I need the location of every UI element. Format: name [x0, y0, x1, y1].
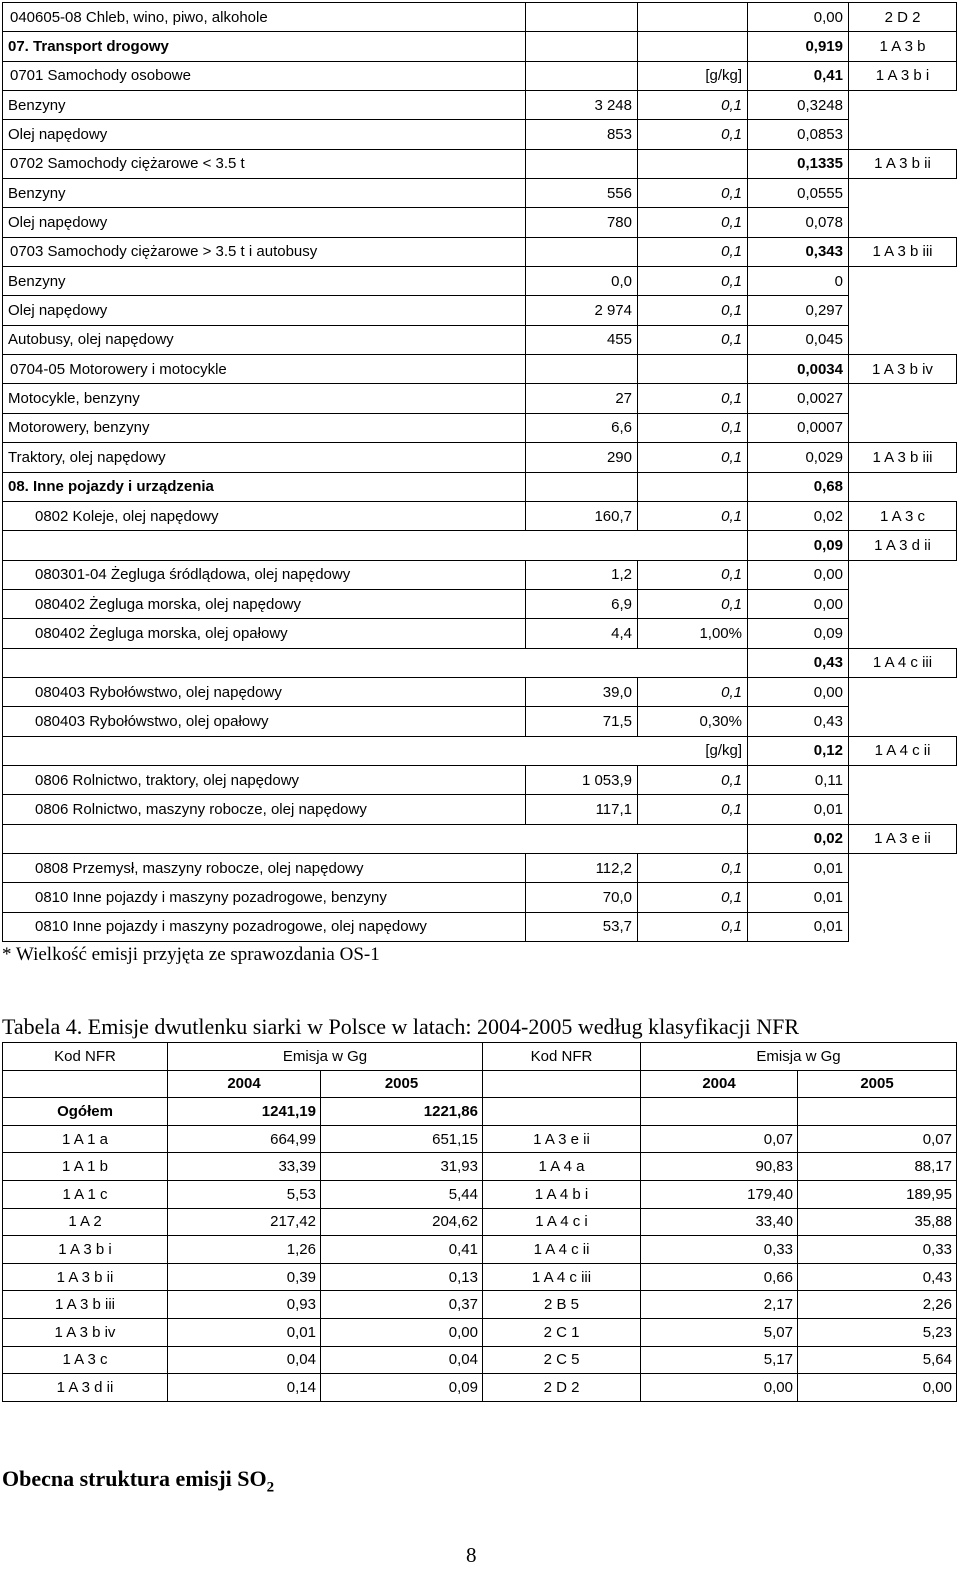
cell-value: 0,00: [748, 589, 849, 618]
cell-d: 0,43: [798, 1263, 957, 1291]
cell-name: Autobusy, olej napędowy: [3, 325, 526, 354]
cell-c: 90,83: [641, 1153, 798, 1181]
so2-emission-table: [2, 1042, 957, 1402]
year-2004-2: 2004: [641, 1070, 798, 1098]
cell-d: 5,64: [798, 1346, 957, 1374]
cell-value: 0,1335: [748, 149, 849, 178]
cell-factor: 0,1: [638, 795, 748, 824]
cell-name: 0806 Rolnictwo, traktory, olej napędowy: [3, 765, 526, 794]
emission-source-table: [2, 2, 957, 942]
cell-code: [849, 296, 957, 325]
table-row: [3, 707, 957, 736]
cell-c1: 1 A 1 c: [3, 1180, 168, 1208]
section-heading: [2, 1466, 274, 1496]
cell-qty: [526, 149, 638, 178]
cell-c: 0,33: [641, 1236, 798, 1264]
cell-qty: [526, 531, 638, 560]
table-row: [3, 413, 957, 442]
cell-factor: 0,1: [638, 443, 748, 472]
cell-qty: 6,6: [526, 413, 638, 442]
table-row: [3, 472, 957, 501]
cell-qty: 70,0: [526, 883, 638, 912]
cell-value: 0,01: [748, 912, 849, 941]
cell-qty: 27: [526, 384, 638, 413]
cell-qty: [526, 355, 638, 384]
cell-name: 07. Transport drogowy: [3, 32, 526, 61]
cell-code: 1 A 4 c ii: [849, 736, 957, 765]
cell-value: 0,029: [748, 443, 849, 472]
cell-c: 0,66: [641, 1263, 798, 1291]
cell-code: [849, 883, 957, 912]
cell-b: 204,62: [321, 1208, 483, 1236]
cell-name: 080403 Rybołówstwo, olej opałowy: [3, 707, 526, 736]
cell-d: 0,33: [798, 1236, 957, 1264]
cell-factor: 0,1: [638, 179, 748, 208]
cell-name: [3, 824, 526, 853]
table-caption: Tabela 4. Emisje dwutlenku siarki w Polsce w latach: 2004-2005 według klasyfikacji NFR: [2, 1014, 800, 1039]
table-row: [3, 619, 957, 648]
cell-value: 0,09: [748, 531, 849, 560]
cell-qty: [526, 32, 638, 61]
cell-qty: 1 053,9: [526, 765, 638, 794]
cell-name: 0808 Przemysł, maszyny robocze, olej napędowy: [3, 853, 526, 882]
table-row: [3, 1346, 957, 1374]
table-row: [3, 765, 957, 794]
cell-code: [849, 560, 957, 589]
cell-c: 0,00: [641, 1374, 798, 1402]
year-2005-2: 2005: [798, 1070, 957, 1098]
cell-qty: [526, 736, 638, 765]
cell-c2: 1 A 3 e ii: [483, 1125, 641, 1153]
empty-cell: [483, 1098, 641, 1126]
cell-value: 0,09: [748, 619, 849, 648]
cell-value: 0,41: [748, 61, 849, 90]
header-emisja-2: Emisja w Gg: [641, 1043, 957, 1071]
cell-factor: [638, 472, 748, 501]
cell-qty: [526, 472, 638, 501]
cell-c1: 1 A 3 d ii: [3, 1374, 168, 1402]
cell-code: [849, 179, 957, 208]
cell-name: Benzyny: [3, 179, 526, 208]
cell-code: 1 A 3 b i: [849, 61, 957, 90]
cell-code: [849, 472, 957, 501]
cell-name: 0702 Samochody ciężarowe < 3.5 t: [3, 149, 526, 178]
cell-factor: 1,00%: [638, 619, 748, 648]
cell-b: 0,00: [321, 1318, 483, 1346]
cell-value: 0,0555: [748, 179, 849, 208]
cell-code: 1 A 3 b: [849, 32, 957, 61]
cell-factor: [638, 3, 748, 32]
cell-value: 0,343: [748, 237, 849, 266]
cell-qty: 853: [526, 120, 638, 149]
cell-c: 179,40: [641, 1180, 798, 1208]
cell-c1: 1 A 3 b iv: [3, 1318, 168, 1346]
table-row: [3, 120, 957, 149]
cell-b: 0,09: [321, 1374, 483, 1402]
cell-a: 664,99: [168, 1125, 321, 1153]
cell-factor: 0,1: [638, 883, 748, 912]
cell-value: 0,0034: [748, 355, 849, 384]
cell-qty: 53,7: [526, 912, 638, 941]
table-row: [3, 3, 957, 32]
cell-c1: 1 A 3 b i: [3, 1236, 168, 1264]
cell-d: 35,88: [798, 1208, 957, 1236]
cell-c1: 1 A 3 b ii: [3, 1263, 168, 1291]
table-row: [3, 1153, 957, 1181]
footnote: * Wielkość emisji przyjęta ze sprawozdania OS-1: [2, 944, 380, 965]
cell-a: 0,01: [168, 1318, 321, 1346]
cell-name: 0810 Inne pojazdy i maszyny pozadrogowe, benzyny: [3, 883, 526, 912]
cell-factor: 0,1: [638, 91, 748, 120]
cell-d: 2,26: [798, 1291, 957, 1319]
cell-factor: 0,1: [638, 677, 748, 706]
cell-code: 1 A 4 c iii: [849, 648, 957, 677]
cell-qty: [526, 3, 638, 32]
cell-c1: 1 A 1 a: [3, 1125, 168, 1153]
empty-cell: [3, 1070, 168, 1098]
total-label: Ogółem: [3, 1098, 168, 1126]
cell-value: 0,01: [748, 853, 849, 882]
table-row: [3, 61, 957, 90]
cell-value: 0,3248: [748, 91, 849, 120]
header-emisja: Emisja w Gg: [168, 1043, 483, 1071]
cell-qty: 39,0: [526, 677, 638, 706]
cell-factor: [638, 824, 748, 853]
cell-code: 1 A 3 d ii: [849, 531, 957, 560]
cell-value: 0,00: [748, 677, 849, 706]
cell-qty: 6,9: [526, 589, 638, 618]
table-row: [3, 443, 957, 472]
cell-name: 0810 Inne pojazdy i maszyny pozadrogowe, olej napędowy: [3, 912, 526, 941]
cell-qty: [526, 648, 638, 677]
empty-cell: [641, 1098, 798, 1126]
cell-name: 040605-08 Chleb, wino, piwo, alkohole: [3, 3, 526, 32]
cell-a: 0,39: [168, 1263, 321, 1291]
cell-qty: 117,1: [526, 795, 638, 824]
cell-factor: 0,1: [638, 325, 748, 354]
cell-a: 1,26: [168, 1236, 321, 1264]
cell-value: 0,0007: [748, 413, 849, 442]
cell-value: 0,43: [748, 648, 849, 677]
cell-factor: [638, 355, 748, 384]
table-row: [3, 1374, 957, 1402]
cell-name: [3, 736, 526, 765]
cell-qty: 780: [526, 208, 638, 237]
cell-factor: [638, 149, 748, 178]
table-row: [3, 325, 957, 354]
total-2004: 1241,19: [168, 1098, 321, 1126]
cell-d: 189,95: [798, 1180, 957, 1208]
cell-factor: 0,1: [638, 501, 748, 530]
cell-name: [3, 648, 526, 677]
cell-d: 0,00: [798, 1374, 957, 1402]
cell-code: 1 A 3 b iii: [849, 237, 957, 266]
header-kod-nfr-2: Kod NFR: [483, 1043, 641, 1071]
cell-qty: 71,5: [526, 707, 638, 736]
heading-text: Obecna struktura emisji SO: [2, 1466, 267, 1491]
table-row: [3, 91, 957, 120]
cell-name: 0802 Koleje, olej napędowy: [3, 501, 526, 530]
cell-factor: 0,1: [638, 589, 748, 618]
cell-name: Benzyny: [3, 91, 526, 120]
cell-name: Motorowery, benzyny: [3, 413, 526, 442]
table-row: [3, 296, 957, 325]
cell-code: [849, 589, 957, 618]
header-row: [3, 1043, 957, 1071]
table-row: [3, 501, 957, 530]
cell-c: 2,17: [641, 1291, 798, 1319]
cell-c2: 2 B 5: [483, 1291, 641, 1319]
table-row: [3, 1318, 957, 1346]
cell-value: 0,12: [748, 736, 849, 765]
cell-a: 217,42: [168, 1208, 321, 1236]
cell-code: [849, 91, 957, 120]
table-row: [3, 237, 957, 266]
table-row: [3, 883, 957, 912]
cell-factor: 0,1: [638, 912, 748, 941]
cell-name: 0806 Rolnictwo, maszyny robocze, olej napędowy: [3, 795, 526, 824]
table-row: [3, 1180, 957, 1208]
cell-value: 0,02: [748, 501, 849, 530]
cell-name: Olej napędowy: [3, 120, 526, 149]
cell-value: 0,0853: [748, 120, 849, 149]
cell-value: 0,078: [748, 208, 849, 237]
cell-code: 1 A 3 b ii: [849, 149, 957, 178]
cell-code: [849, 619, 957, 648]
cell-code: [849, 267, 957, 296]
table-row: [3, 824, 957, 853]
cell-value: 0,11: [748, 765, 849, 794]
cell-value: 0,43: [748, 707, 849, 736]
cell-c2: 1 A 4 b i: [483, 1180, 641, 1208]
cell-qty: 4,4: [526, 619, 638, 648]
table-row: [3, 677, 957, 706]
cell-name: 08. Inne pojazdy i urządzenia: [3, 472, 526, 501]
cell-c2: 1 A 4 c iii: [483, 1263, 641, 1291]
cell-factor: 0,1: [638, 237, 748, 266]
total-row: [3, 1098, 957, 1126]
cell-name: Benzyny: [3, 267, 526, 296]
cell-value: 0,02: [748, 824, 849, 853]
cell-code: [849, 413, 957, 442]
cell-d: 0,07: [798, 1125, 957, 1153]
cell-c1: 1 A 3 c: [3, 1346, 168, 1374]
cell-value: 0,00: [748, 3, 849, 32]
header-kod-nfr: Kod NFR: [3, 1043, 168, 1071]
year-2005: 2005: [321, 1070, 483, 1098]
table-row: [3, 648, 957, 677]
cell-code: [849, 912, 957, 941]
table-row: [3, 1291, 957, 1319]
cell-a: 0,04: [168, 1346, 321, 1374]
cell-value: 0,01: [748, 883, 849, 912]
cell-value: 0,00: [748, 560, 849, 589]
cell-qty: [526, 237, 638, 266]
cell-factor: 0,1: [638, 267, 748, 296]
cell-name: Traktory, olej napędowy: [3, 443, 526, 472]
cell-b: 31,93: [321, 1153, 483, 1181]
cell-name: 080301-04 Żegluga śródlądowa, olej napędowy: [3, 560, 526, 589]
cell-value: 0,297: [748, 296, 849, 325]
cell-qty: 290: [526, 443, 638, 472]
cell-code: [849, 384, 957, 413]
cell-value: 0: [748, 267, 849, 296]
table-row: [3, 1236, 957, 1264]
cell-name: Motocykle, benzyny: [3, 384, 526, 413]
cell-code: 1 A 3 b iii: [849, 443, 957, 472]
cell-value: 0,045: [748, 325, 849, 354]
page-number: 8: [466, 1543, 477, 1567]
cell-qty: 1,2: [526, 560, 638, 589]
cell-d: 5,23: [798, 1318, 957, 1346]
cell-b: 0,37: [321, 1291, 483, 1319]
cell-code: [849, 765, 957, 794]
table-row: [3, 149, 957, 178]
table-row: [3, 1263, 957, 1291]
cell-c2: 2 C 5: [483, 1346, 641, 1374]
cell-code: [849, 677, 957, 706]
cell-factor: 0,1: [638, 208, 748, 237]
cell-code: [849, 120, 957, 149]
cell-name: 0703 Samochody ciężarowe > 3.5 t i autobusy: [3, 237, 526, 266]
cell-factor: 0,1: [638, 384, 748, 413]
table-row: [3, 531, 957, 560]
cell-code: [849, 853, 957, 882]
total-2005: 1221,86: [321, 1098, 483, 1126]
table-row: [3, 795, 957, 824]
cell-name: 080402 Żegluga morska, olej opałowy: [3, 619, 526, 648]
cell-code: 1 A 3 e ii: [849, 824, 957, 853]
cell-value: 0,919: [748, 32, 849, 61]
cell-code: [849, 707, 957, 736]
table-row: [3, 560, 957, 589]
cell-name: 0701 Samochody osobowe: [3, 61, 526, 90]
cell-factor: 0,1: [638, 853, 748, 882]
cell-value: 0,01: [748, 795, 849, 824]
cell-name: [3, 531, 526, 560]
cell-name: 080403 Rybołówstwo, olej napędowy: [3, 677, 526, 706]
table-row: [3, 267, 957, 296]
cell-a: 33,39: [168, 1153, 321, 1181]
cell-b: 0,41: [321, 1236, 483, 1264]
cell-qty: 112,2: [526, 853, 638, 882]
cell-factor: [638, 531, 748, 560]
cell-name: Olej napędowy: [3, 296, 526, 325]
cell-value: 0,0027: [748, 384, 849, 413]
cell-factor: 0,1: [638, 765, 748, 794]
cell-qty: 556: [526, 179, 638, 208]
cell-a: 0,14: [168, 1374, 321, 1402]
cell-c: 5,17: [641, 1346, 798, 1374]
cell-value: 0,68: [748, 472, 849, 501]
table-row: [3, 1208, 957, 1236]
cell-factor: 0,1: [638, 120, 748, 149]
table-row: [3, 736, 957, 765]
cell-factor: [638, 32, 748, 61]
cell-code: [849, 325, 957, 354]
cell-code: 1 A 3 b iv: [849, 355, 957, 384]
cell-name: 0704-05 Motorowery i motocykle: [3, 355, 526, 384]
cell-c: 5,07: [641, 1318, 798, 1346]
table-row: [3, 912, 957, 941]
cell-factor: 0,1: [638, 560, 748, 589]
cell-b: 651,15: [321, 1125, 483, 1153]
cell-a: 5,53: [168, 1180, 321, 1208]
table-row: [3, 179, 957, 208]
cell-c2: 2 C 1: [483, 1318, 641, 1346]
year-2004: 2004: [168, 1070, 321, 1098]
cell-c2: 2 D 2: [483, 1374, 641, 1402]
cell-name: Olej napędowy: [3, 208, 526, 237]
cell-qty: 3 248: [526, 91, 638, 120]
cell-b: 0,04: [321, 1346, 483, 1374]
cell-qty: 455: [526, 325, 638, 354]
cell-c2: 1 A 4 a: [483, 1153, 641, 1181]
cell-factor: 0,1: [638, 413, 748, 442]
table-row: [3, 355, 957, 384]
table-row: [3, 32, 957, 61]
heading-subscript: 2: [266, 1479, 275, 1496]
cell-c1: 1 A 1 b: [3, 1153, 168, 1181]
cell-factor: 0,30%: [638, 707, 748, 736]
table-row: [3, 853, 957, 882]
cell-qty: 2 974: [526, 296, 638, 325]
year-row: [3, 1070, 957, 1098]
cell-d: 88,17: [798, 1153, 957, 1181]
cell-code: [849, 208, 957, 237]
cell-c1: 1 A 2: [3, 1208, 168, 1236]
cell-code: 2 D 2: [849, 3, 957, 32]
cell-code: [849, 795, 957, 824]
cell-c2: 1 A 4 c ii: [483, 1236, 641, 1264]
cell-b: 0,13: [321, 1263, 483, 1291]
cell-c: 0,07: [641, 1125, 798, 1153]
table-row: [3, 1125, 957, 1153]
cell-b: 5,44: [321, 1180, 483, 1208]
cell-factor: [g/kg]: [638, 736, 748, 765]
empty-cell: [483, 1070, 641, 1098]
cell-factor: [638, 648, 748, 677]
cell-c: 33,40: [641, 1208, 798, 1236]
cell-factor: 0,1: [638, 296, 748, 325]
cell-qty: 0,0: [526, 267, 638, 296]
table-row: [3, 208, 957, 237]
cell-qty: [526, 824, 638, 853]
cell-qty: 160,7: [526, 501, 638, 530]
table-row: [3, 384, 957, 413]
empty-cell: [798, 1098, 957, 1126]
cell-code: 1 A 3 c: [849, 501, 957, 530]
cell-factor: [g/kg]: [638, 61, 748, 90]
cell-c2: 1 A 4 c i: [483, 1208, 641, 1236]
cell-a: 0,93: [168, 1291, 321, 1319]
cell-qty: [526, 61, 638, 90]
cell-name: 080402 Żegluga morska, olej napędowy: [3, 589, 526, 618]
table-row: [3, 589, 957, 618]
cell-c1: 1 A 3 b iii: [3, 1291, 168, 1319]
